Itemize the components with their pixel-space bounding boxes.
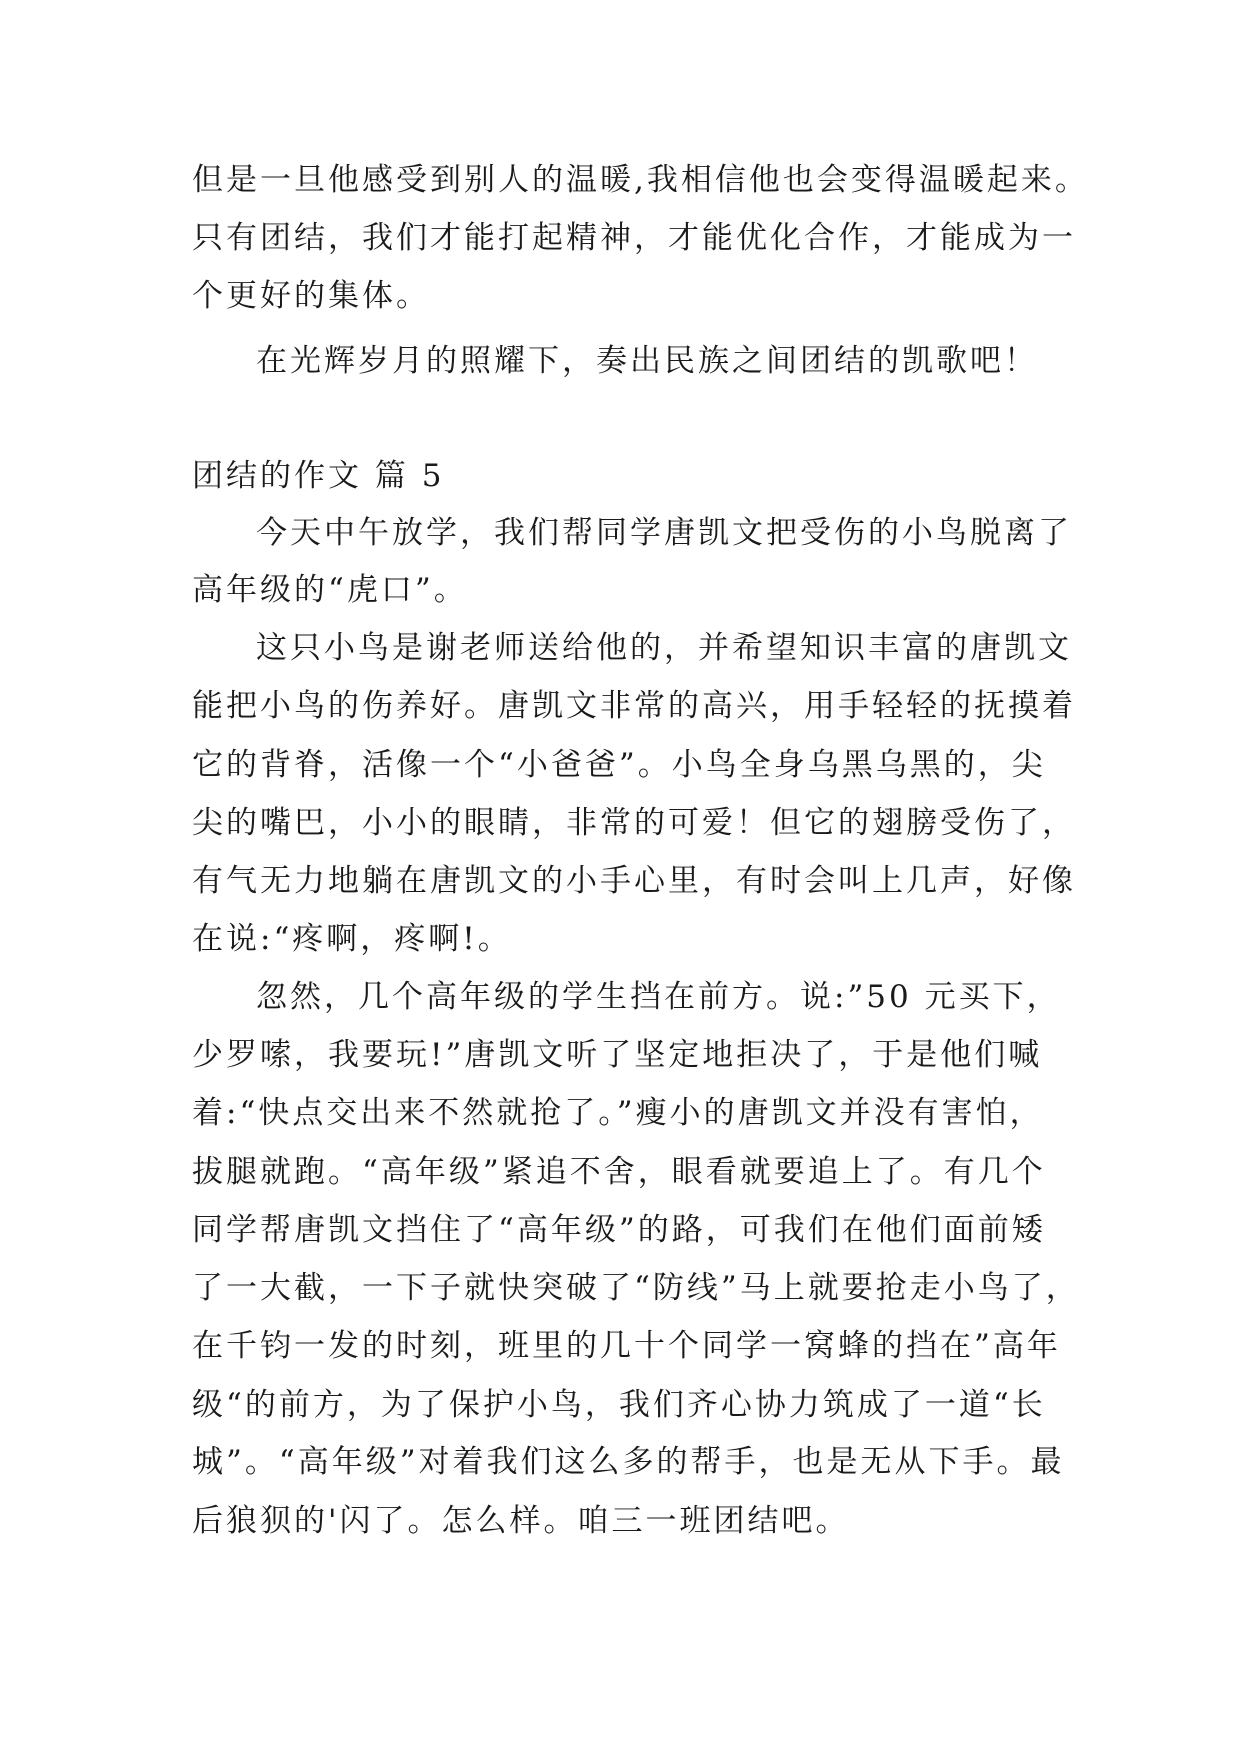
paragraph-line: 级“的前方，为了保护小鸟，我们齐心协力筑成了一道“长 (192, 1387, 1046, 1423)
section-heading: 团结的作文 篇 5 (192, 458, 445, 494)
paragraph-line: 有气无力地躺在唐凯文的小手心里，有时会叫上几声，好像 (192, 863, 1076, 899)
paragraph-line: 个更好的集体。 (192, 278, 430, 314)
paragraph-line: 能把小鸟的伤养好。唐凯文非常的高兴，用手轻轻的抚摸着 (192, 688, 1076, 724)
paragraph-line: 了一大截，一下子就快突破了“防线”马上就要抢走小鸟了， (192, 1270, 1080, 1306)
paragraph-line: 只有团结，我们才能打起精神，才能优化合作，才能成为一 (192, 220, 1076, 256)
paragraph-line: 在光辉岁月的照耀下，奏出民族之间团结的凯歌吧！ (256, 343, 1038, 379)
paragraph-line: 着:“快点交出来不然就抢了。”瘦小的唐凯文并没有害怕， (192, 1095, 1044, 1131)
paragraph-line: 它的背脊，活像一个“小爸爸”。小鸟全身乌黑乌黑的，尖 (192, 747, 1046, 783)
paragraph-line: 少罗嗦，我要玩!”唐凯文听了坚定地拒决了，于是他们喊 (192, 1037, 1043, 1073)
paragraph-line: 今天中午放学，我们帮同学唐凯文把受伤的小鸟脱离了 (256, 515, 1072, 551)
paragraph-line: 城”。“高年级”对着我们这么多的帮手，也是无从下手。最 (192, 1444, 1065, 1480)
paragraph-line: 在千钧一发的时刻，班里的几十个同学一窝蜂的挡在”高年 (192, 1328, 1061, 1364)
paragraph-line: 这只小鸟是谢老师送给他的，并希望知识丰富的唐凯文 (256, 630, 1072, 666)
paragraph-line: 拔腿就跑。“高年级”紧追不舍，眼看就要追上了。有几个 (192, 1154, 1046, 1190)
paragraph-line: 但是一旦他感受到别人的温暖,我相信他也会变得温暖起来。 (192, 162, 1089, 198)
paragraph-line: 尖的嘴巴，小小的眼睛，非常的可爱！但它的翅膀受伤了， (192, 805, 1076, 841)
paragraph-line: 忽然，几个高年级的学生挡在前方。说:”50 元买下， (256, 979, 1061, 1015)
paragraph-line: 后狼狈的'闪了。怎么样。咱三一班团结吧。 (192, 1503, 850, 1539)
paragraph-line: 同学帮唐凯文挡住了“高年级”的路，可我们在他们面前矮 (192, 1212, 1046, 1248)
paragraph-line: 在说:“疼啊，疼啊!。 (192, 921, 512, 957)
paragraph-line: 高年级的“虎口”。 (192, 572, 468, 608)
